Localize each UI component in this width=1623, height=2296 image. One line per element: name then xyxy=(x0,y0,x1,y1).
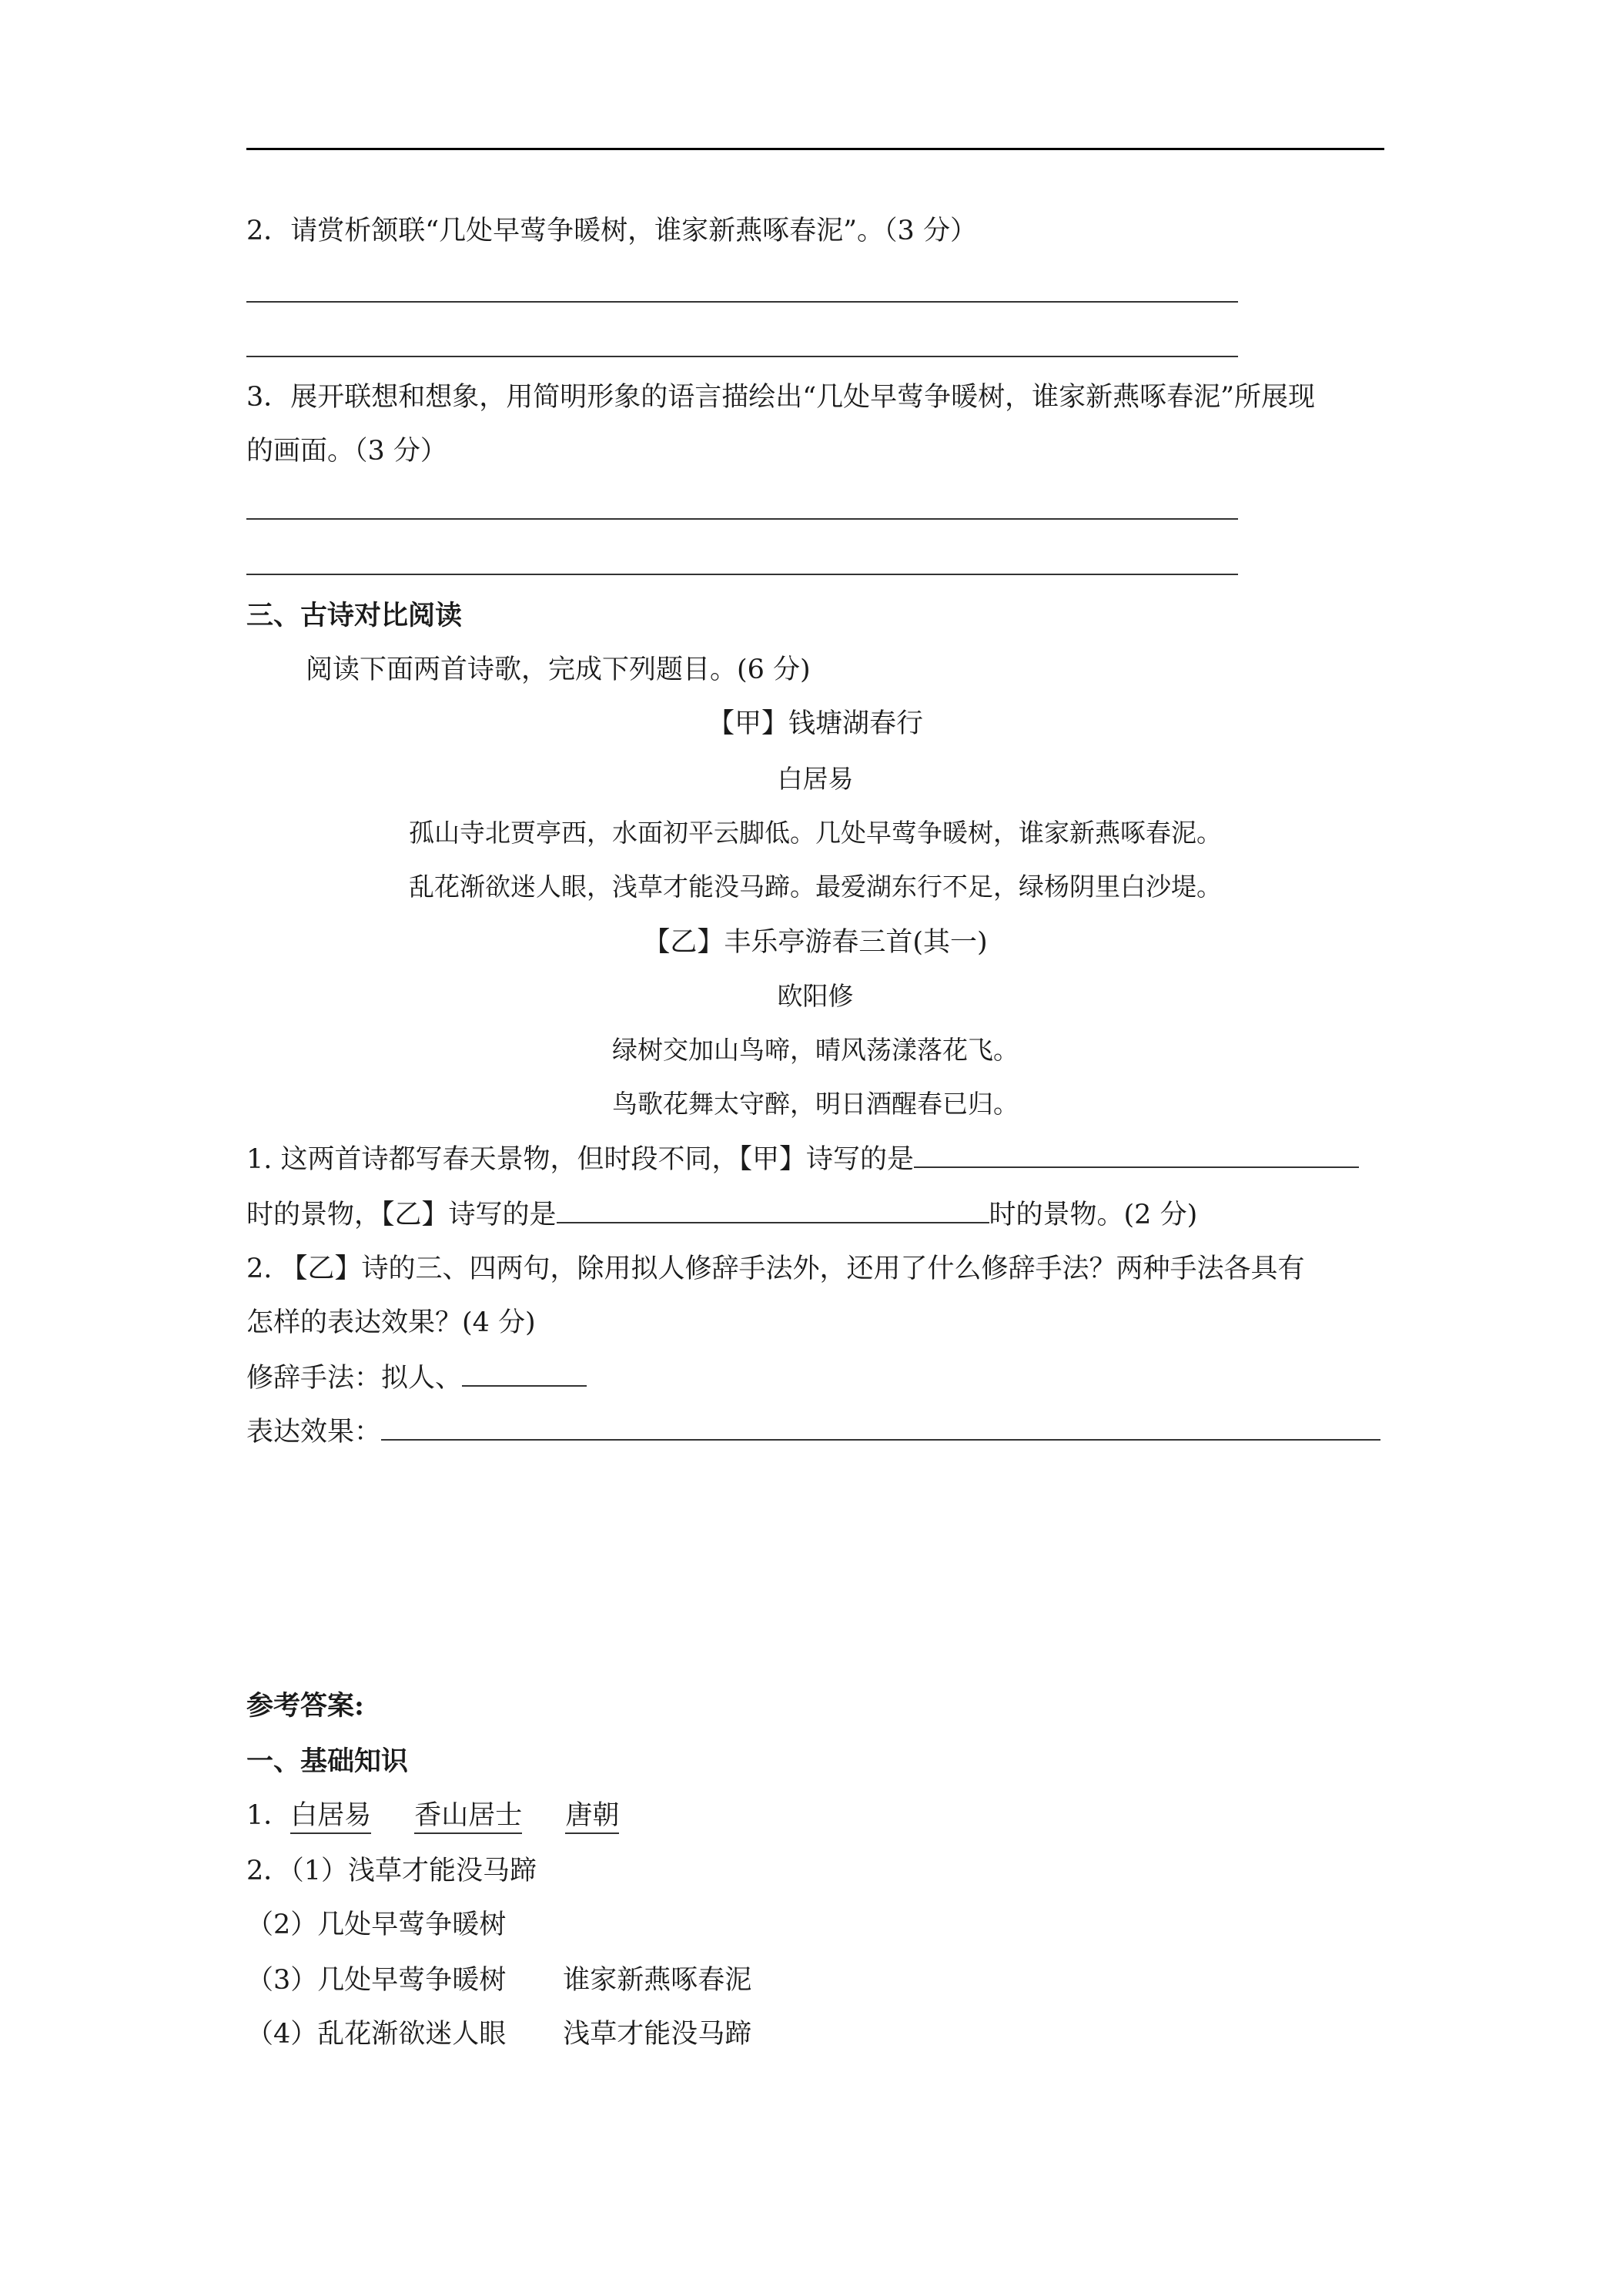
poem-a-line: 孤山寺北贾亭西，水面初平云脚低。几处早莺争暖树，谁家新燕啄春泥。 xyxy=(409,818,1222,848)
poem-b-title: 【乙】丰乐亭游春三首(其一) xyxy=(643,927,988,958)
question-text: 时的景物。(2 分) xyxy=(989,1200,1198,1230)
answer-2-3 xyxy=(246,1963,751,1997)
answer-blank[interactable] xyxy=(557,1199,989,1223)
answer-line xyxy=(246,518,1238,520)
answer-line xyxy=(246,356,1238,357)
rhetoric-label: 修辞手法：拟人、 xyxy=(246,1363,463,1394)
poem-a-line: 乱花渐欲迷人眼，浅草才能没马蹄。最爱湖东行不足，绿杨阴里白沙堤。 xyxy=(409,872,1222,902)
poem-b-author: 欧阳修 xyxy=(777,981,854,1011)
answer-poet: 白居易 xyxy=(290,1800,371,1834)
answer-line-b: 谁家新燕啄春泥 xyxy=(563,1965,752,1996)
rhetoric-answer-row xyxy=(246,1361,587,1395)
answer-blank[interactable] xyxy=(914,1143,1359,1168)
poem-a-title: 【甲】钱塘湖春行 xyxy=(707,708,923,739)
answer-section-1-heading: 一、基础知识 xyxy=(246,1745,409,1777)
answer-line xyxy=(246,574,1238,575)
question-3-line-1: 3．展开联想和想象，用简明形象的语言描绘出“几处早莺争暖树，谁家新燕啄春泥”所展现 xyxy=(246,382,1316,413)
answer-line xyxy=(246,301,1238,303)
answer-1-row xyxy=(246,1799,619,1832)
question-3-line-2: 的画面。（3 分） xyxy=(246,436,447,467)
answer-dynasty: 唐朝 xyxy=(565,1800,619,1834)
top-answer-line xyxy=(246,148,1384,150)
question-2: 2．请赏析颔联“几处早莺争暖树，谁家新燕啄春泥”。（3 分） xyxy=(246,216,977,246)
question-text: 1. 这两首诗都写春天景物，但时段不同，【甲】诗写的是 xyxy=(246,1144,915,1175)
answer-blank[interactable] xyxy=(462,1362,587,1387)
answer-2-1: 2．（1）浅草才能没马蹄 xyxy=(246,1856,537,1886)
effect-label: 表达效果： xyxy=(246,1417,382,1448)
poem-b-line: 绿树交加山鸟啼，晴风荡漾落花飞。 xyxy=(612,1035,1019,1065)
section-3-heading: 三、古诗对比阅读 xyxy=(246,600,463,631)
section-3-question-2-line-1: 2. 【乙】诗的三、四两句，除用拟人修辞手法外，还用了什么修辞手法？两种手法各具有 xyxy=(246,1253,1305,1284)
section-3-question-1-line-2 xyxy=(246,1198,1197,1232)
section-3-question-2-line-2: 怎样的表达效果？(4 分) xyxy=(246,1307,536,1338)
poem-b-line: 鸟歌花舞太守醉，明日酒醒春已归。 xyxy=(612,1089,1019,1119)
answer-2-2: （2）几处早莺争暖树 xyxy=(246,1909,507,1940)
answer-blank[interactable] xyxy=(381,1416,1380,1441)
answer-line-b: 浅草才能没马蹄 xyxy=(563,2019,752,2050)
answer-line-a: （3）几处早莺争暖树 xyxy=(246,1965,507,1996)
answer-line-a: （4）乱花渐欲迷人眼 xyxy=(246,2019,507,2050)
effect-answer-row xyxy=(246,1415,1380,1449)
answer-key-heading: 参考答案: xyxy=(246,1690,364,1722)
question-text: 时的景物，【乙】诗写的是 xyxy=(246,1200,557,1230)
section-3-question-1-line-1 xyxy=(246,1143,1359,1176)
section-3-intro: 阅读下面两首诗歌，完成下列题目。(6 分) xyxy=(306,654,811,685)
poem-a-author: 白居易 xyxy=(777,764,854,794)
answer-style-name: 香山居士 xyxy=(414,1800,522,1834)
answer-number: 1． xyxy=(246,1800,291,1831)
answer-2-4 xyxy=(246,2017,751,2051)
